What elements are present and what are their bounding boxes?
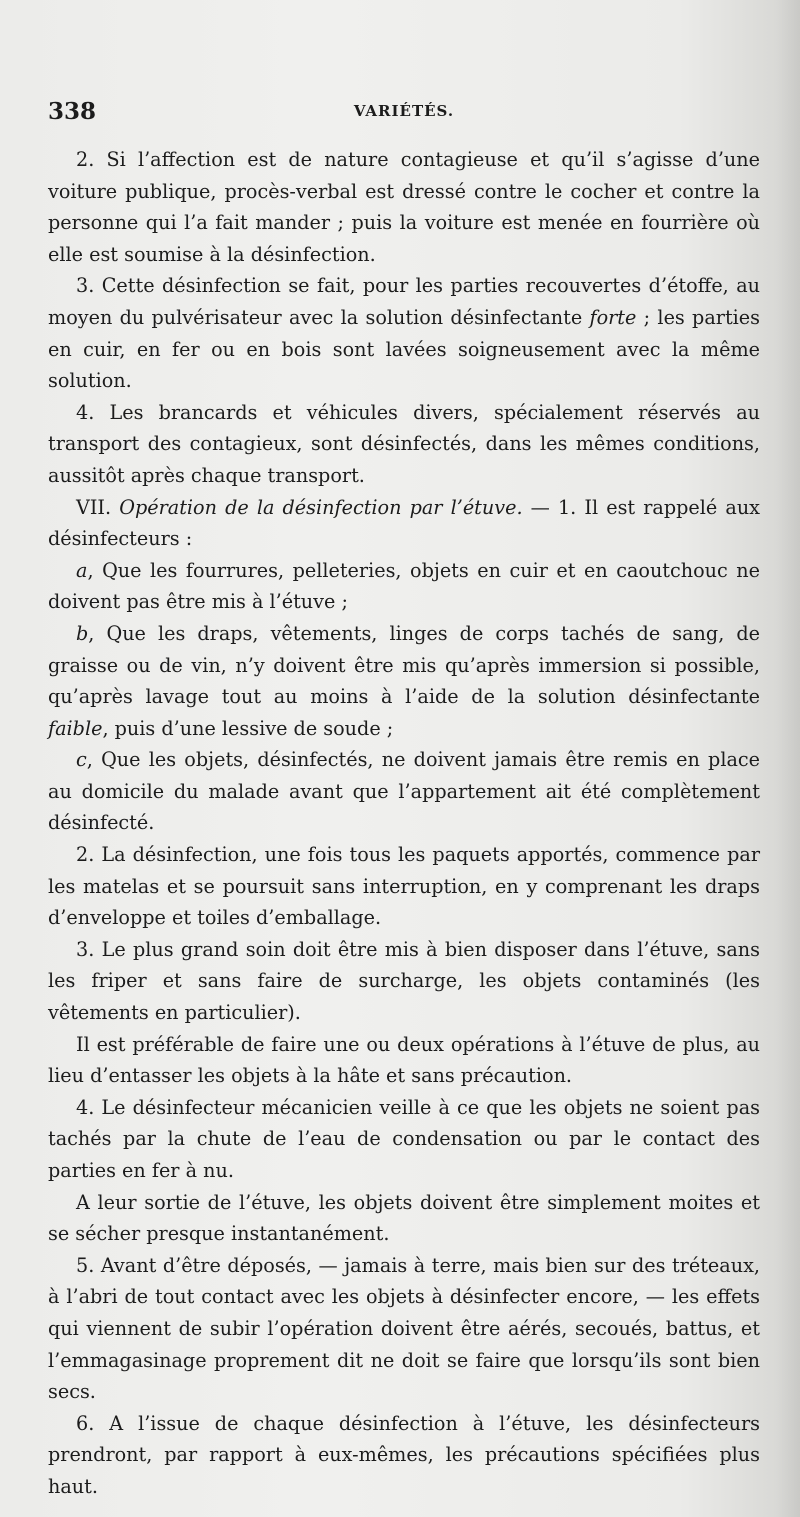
paragraph: 6. A l’issue de chaque désinfection à l’étuve, les désinfecteurs prendront, par rapport à eux-mêmes, les précautions spécifiées plus haut. xyxy=(48,1411,760,1498)
emphasis: forte xyxy=(589,305,637,329)
page-number: 338 xyxy=(48,98,97,125)
section-heading: VII. Opération de la désinfection par l’étuve. — 1. Il est rappelé aux désinfecteurs : xyxy=(48,495,760,551)
page-body xyxy=(48,144,760,1503)
paragraph: 3. Le plus grand soin doit être mis à bien disposer dans l’étuve, sans les friper et sans faire de surcharge, les objets contaminés (les vêtements en particulier). xyxy=(48,937,760,1025)
paragraph: 5. Avant d’être déposés, — jamais à terre, mais bien sur des tréteaux, à l’abri de tout contact avec les objets à désinfecter encore, — les effets qui viennent de subir l’opération doivent être aérés, secoués, battus, et l’emmagasinage proprement dit ne doit se faire que lorsqu’ils sont bien secs. xyxy=(48,1253,760,1404)
list-letter: b xyxy=(76,621,89,645)
section-title: Opération de la désinfection par l’étuve. xyxy=(119,495,523,519)
list-letter: a xyxy=(76,558,88,582)
paragraph: 3. Cette désinfection se fait, pour les parties recouvertes d’étoffe, au moyen du pulvérisateur avec la solution désinfectante forte ; les parties en cuir, en fer ou en bois sont lavées soigneusement avec la même solution. xyxy=(48,274,761,393)
running-head: VARIÉTÉS. xyxy=(353,102,455,120)
emphasis: faible xyxy=(48,716,103,740)
paragraph: Il est préférable de faire une ou deux opérations à l’étuve de plus, au lieu d’entasser les objets à la hâte et sans précaution. xyxy=(48,1032,760,1088)
list-item: b, Que les draps, vêtements, linges de corps tachés de sang, de graisse ou de vin, n’y doivent être mis qu’après immersion si possible, qu’après lavage tout au moins à l’aide de la solution désinfectante faible, puis d’une lessive de soude ; xyxy=(48,621,760,740)
paragraph: 2. La désinfection, une fois tous les paquets apportés, commence par les matelas et se poursuit sans interruption, en y comprenant les draps d’enveloppe et toiles d’emballage. xyxy=(48,843,760,930)
paragraph: 4. Les brancards et véhicules divers, spécialement réservés au transport des contagieux, sont désinfectés, dans les mêmes conditions, aussitôt après chaque transport. xyxy=(48,400,760,487)
page-header xyxy=(48,98,760,134)
paragraph: A leur sortie de l’étuve, les objets doivent être simplement moites et se sécher presque instantanément. xyxy=(48,1190,760,1246)
list-item: a, Que les fourrures, pelleteries, objets en cuir et en caoutchouc ne doivent pas être mis à l’étuve ; xyxy=(48,558,760,614)
paragraph: 4. Le désinfecteur mécanicien veille à ce que les objets ne soient pas tachés par la chute de l’eau de condensation ou par le contact des parties en fer à nu. xyxy=(48,1095,760,1182)
paragraph: 2. Si l’affection est de nature contagieuse et qu’il s’agisse d’une voiture publique, procès-verbal est dressé contre le cocher et contre la personne qui l’a fait mander ; puis la voiture est menée en fourrière où elle est soumise à la désinfection. xyxy=(48,148,760,266)
list-letter: c xyxy=(76,748,87,772)
list-item: c, Que les objets, désinfectés, ne doivent jamais être remis en place au domicile du malade avant que l’appartement ait été complètement désinfecté. xyxy=(48,748,760,835)
